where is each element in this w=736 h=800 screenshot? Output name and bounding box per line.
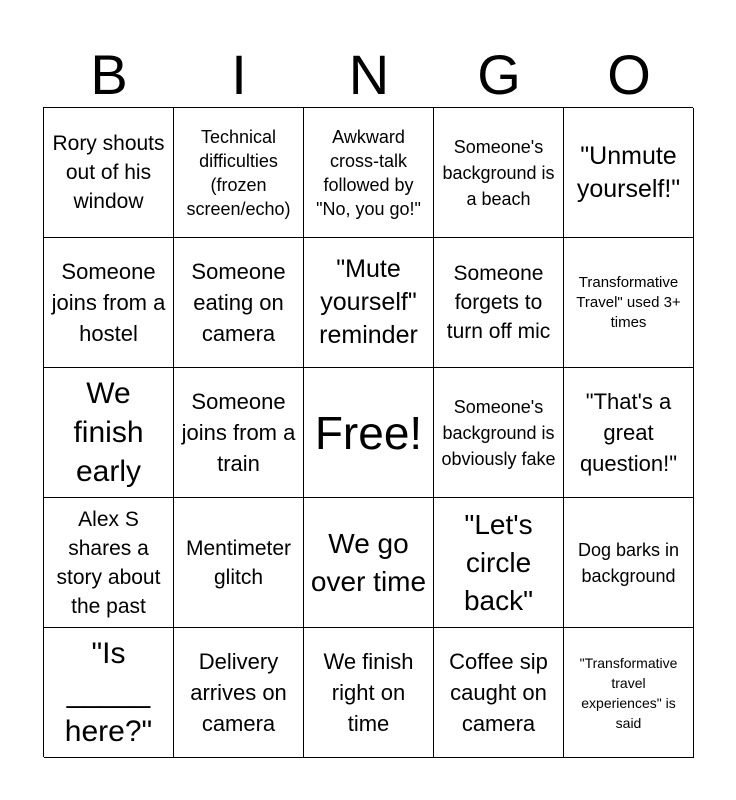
header-letter-n: N <box>348 43 390 106</box>
bingo-cell[interactable] <box>44 368 174 498</box>
bingo-cell[interactable] <box>174 628 304 758</box>
bingo-cell[interactable] <box>304 238 434 368</box>
header-letter-i: I <box>231 43 247 106</box>
cell-text: Mentimeter glitch <box>185 536 292 589</box>
cell-text: Rory shouts out of his window <box>52 132 165 213</box>
bingo-cell[interactable] <box>174 368 304 498</box>
cell-text: Transformative Travel" used 3+ times <box>576 273 681 331</box>
cell-text: "Is _____ here?" <box>64 637 153 748</box>
bingo-cell[interactable] <box>304 628 434 758</box>
cell-text: Someone joins from a hostel <box>51 259 166 346</box>
bingo-cell[interactable] <box>564 368 694 498</box>
header-letter-o: O <box>607 43 651 106</box>
cell-text: Someone's background is obviously fake <box>441 396 556 469</box>
header-letter-b: B <box>90 43 128 106</box>
bingo-cell[interactable] <box>44 238 174 368</box>
bingo-cell[interactable] <box>564 108 694 238</box>
cell-text: Alex S shares a story about the past <box>56 507 161 618</box>
bingo-cell[interactable] <box>434 108 564 238</box>
cell-text: "Transformative travel experiences" is said <box>579 654 678 731</box>
cell-text: Someone forgets to turn off mic <box>446 262 551 343</box>
cell-text: Dog barks in background <box>577 539 680 586</box>
bingo-cell[interactable] <box>564 238 694 368</box>
bingo-cell[interactable] <box>44 498 174 628</box>
bingo-cell[interactable] <box>44 628 174 758</box>
bingo-cell[interactable] <box>564 498 694 628</box>
cell-text: Coffee sip caught on camera <box>449 649 548 736</box>
bingo-cell[interactable] <box>304 498 434 628</box>
bingo-cell[interactable] <box>434 628 564 758</box>
bingo-cell[interactable] <box>564 628 694 758</box>
cell-text: "Let's circle back" <box>463 508 534 616</box>
cell-text: We go over time <box>310 527 427 597</box>
bingo-header <box>44 44 694 106</box>
cell-text: Someone joins from a train <box>181 389 296 476</box>
cell-text: We finish right on time <box>323 649 414 736</box>
cell-text: Free! <box>314 406 423 459</box>
bingo-cell[interactable] <box>304 108 434 238</box>
cell-text: Someone's background is a beach <box>442 136 555 209</box>
bingo-cell[interactable] <box>44 108 174 238</box>
cell-text: "That's a great question!" <box>579 389 678 476</box>
bingo-cell-free[interactable] <box>304 368 434 498</box>
cell-text: Someone eating on camera <box>191 259 286 346</box>
bingo-cell[interactable] <box>434 238 564 368</box>
cell-text: Technical difficulties (frozen screen/echo) <box>186 126 291 219</box>
cell-text: Delivery arrives on camera <box>190 649 287 736</box>
bingo-cell[interactable] <box>434 368 564 498</box>
cell-text: We finish early <box>73 377 144 488</box>
cell-text: "Mute yourself" reminder <box>319 255 418 349</box>
bingo-cell[interactable] <box>174 498 304 628</box>
bingo-grid <box>43 107 693 757</box>
bingo-cell[interactable] <box>174 238 304 368</box>
header-letter-g: G <box>477 43 521 106</box>
bingo-cell[interactable] <box>434 498 564 628</box>
cell-text: Awkward cross-talk followed by "No, you go!" <box>316 126 421 219</box>
bingo-cell[interactable] <box>174 108 304 238</box>
cell-text: "Unmute yourself!" <box>576 141 681 203</box>
